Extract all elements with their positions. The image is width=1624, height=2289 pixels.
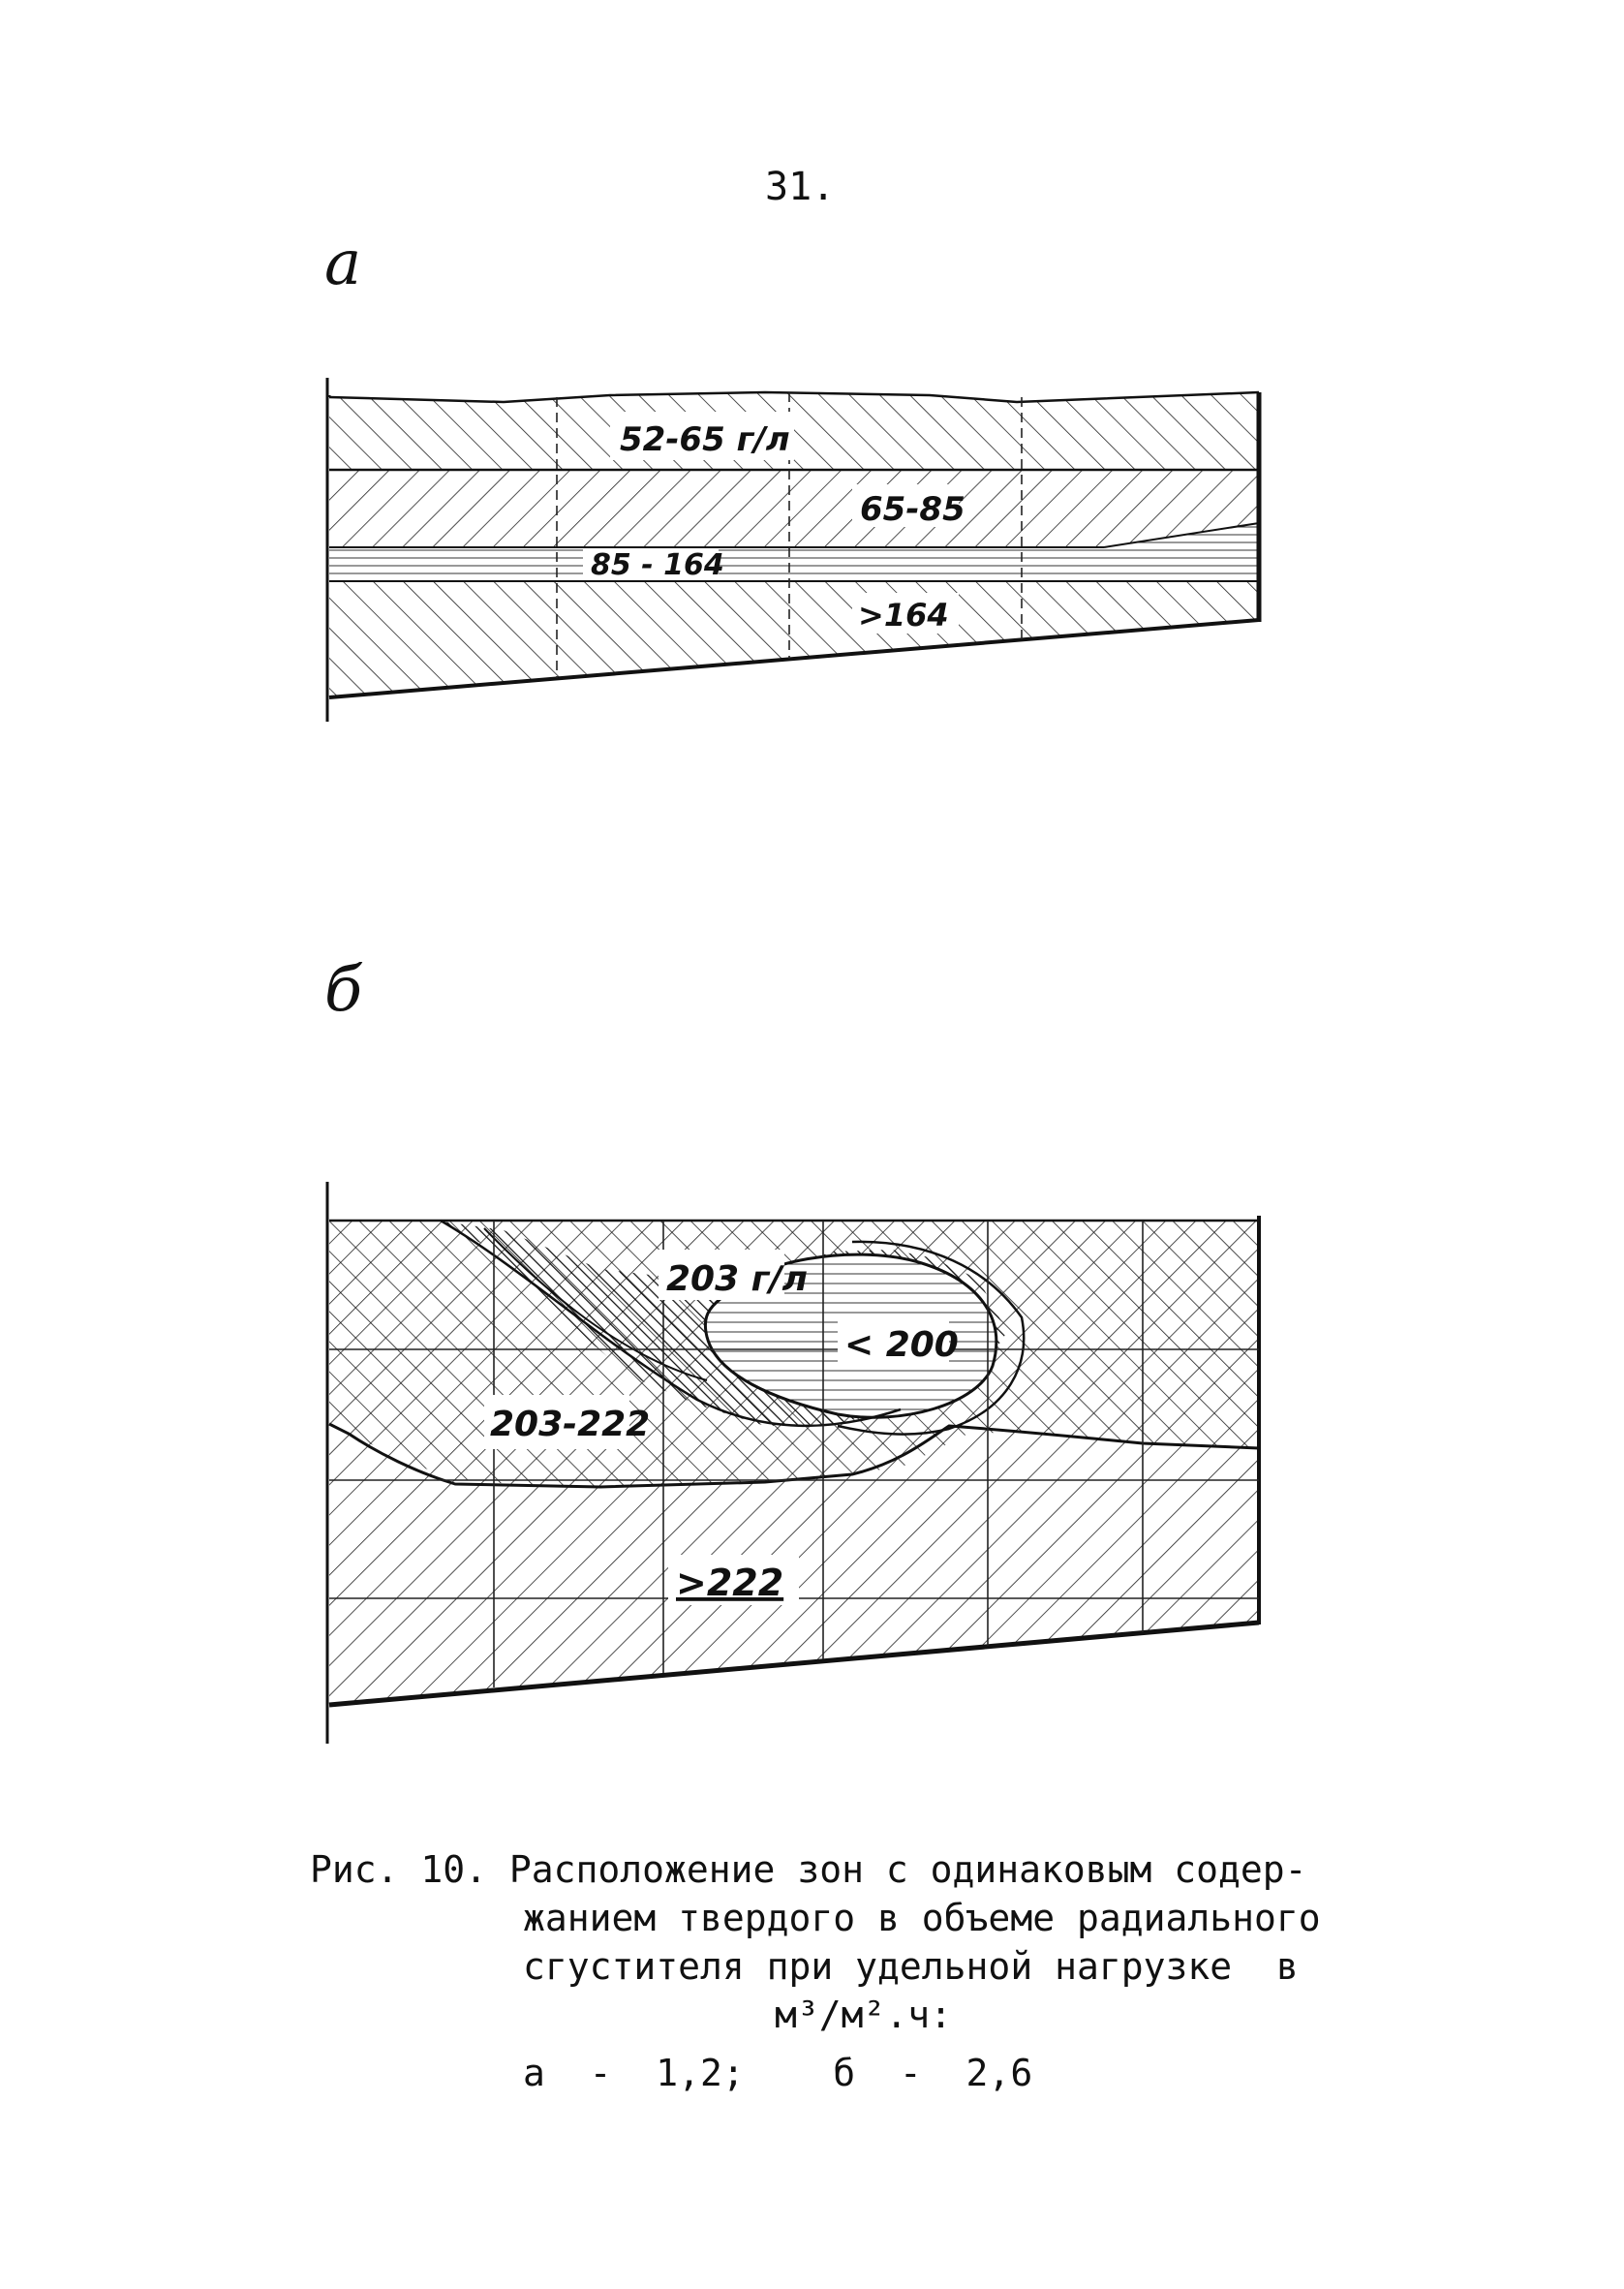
caption-line-3: сгустителя при удельной нагрузке в [523,1945,1299,1988]
caption-line-5: а - 1,2; б - 2,6 [523,2052,1033,2094]
zone-label-over-164: >164 [858,597,949,634]
zone-label-65-85: 65-85 [860,490,965,529]
zone-label-52-65: 52-65 г/л [620,420,790,459]
panel-a-letter: а [324,228,362,299]
zone-label-203: 203 г/л [666,1259,809,1299]
caption-line-2: жанием твердого в объеме радиального [523,1897,1321,1939]
panel-b-letter: б [324,954,363,1026]
zone-label-under-200: < 200 [844,1325,959,1365]
caption-line-1: Рис. 10. Расположение зон с одинаковым содер- [310,1848,1307,1891]
page-number: 31. [765,165,836,209]
diagram-b [310,1172,1269,1811]
zone-label-over-222: >222 [676,1562,784,1604]
zone-label-85-164: 85 - 164 [591,548,724,582]
zone-label-203-222: 203-222 [490,1405,651,1444]
zone-65-85 [329,470,1259,547]
zone-over-164 [329,581,1259,697]
caption-line-4: м³/м².ч: [775,1994,953,2036]
diagram-a [310,368,1269,756]
